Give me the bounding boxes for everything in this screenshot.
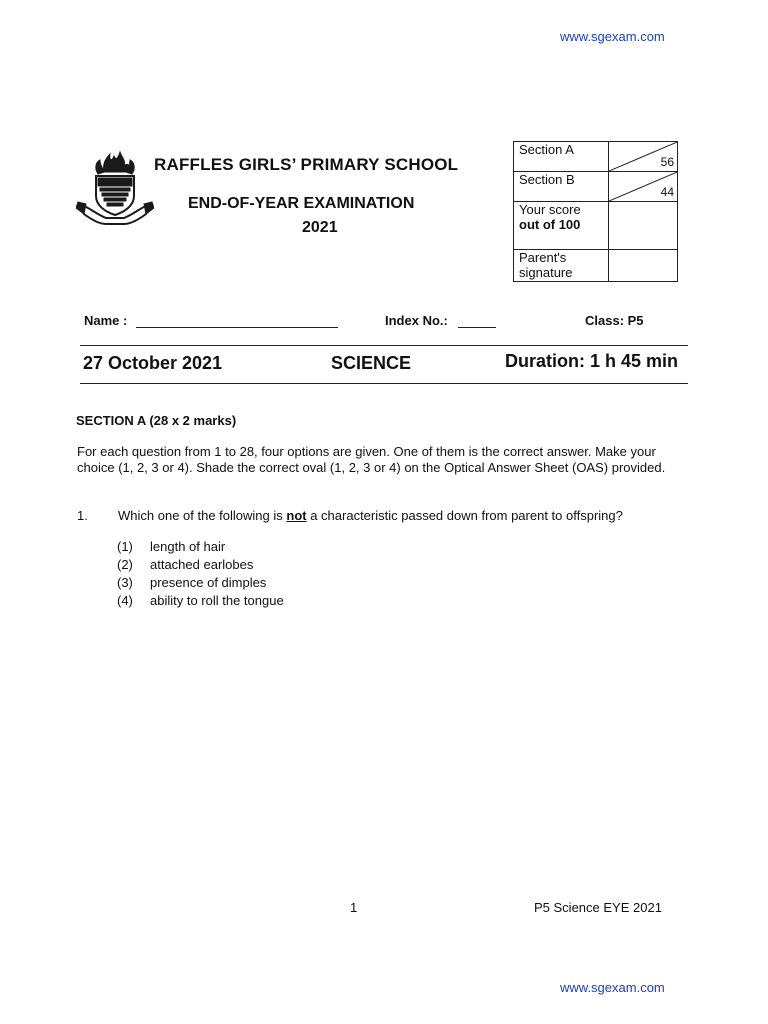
index-label: Index No.: <box>385 313 448 328</box>
total-score-cell <box>608 202 677 250</box>
score-row-section-b <box>514 172 678 202</box>
page-number: 1 <box>350 900 358 915</box>
question-text-after: a characteristic passed down from parent to offspring? <box>306 508 623 523</box>
section-a-label: Section A <box>514 142 609 172</box>
watermark-bottom: www.sgexam.com <box>560 980 665 995</box>
option-2-text: attached earlobes <box>150 557 254 572</box>
option-1-number: (1) <box>117 539 133 554</box>
section-heading: SECTION A (28 x 2 marks) <box>76 413 237 428</box>
option-4-number: (4) <box>117 593 133 608</box>
class-label: Class: P5 <box>585 313 644 328</box>
option-1-text: length of hair <box>150 539 226 554</box>
parent-signature-label-line2: signature <box>519 265 573 280</box>
parent-signature-cell <box>608 250 677 282</box>
exam-year: 2021 <box>302 219 338 236</box>
exam-subject: SCIENCE <box>331 353 412 373</box>
question-number: 1. <box>77 508 88 523</box>
section-a-score-cell <box>608 142 677 172</box>
question-text-before: Which one of the following is <box>118 508 287 523</box>
section-b-max: 44 <box>660 185 674 199</box>
option-2 <box>117 557 253 572</box>
total-score-label-line1: Your score <box>519 202 581 217</box>
question-emphasis: not <box>286 508 307 523</box>
name-field[interactable] <box>136 327 338 328</box>
score-table <box>513 141 678 282</box>
name-label: Name : <box>84 313 128 328</box>
option-3-number: (3) <box>117 575 133 590</box>
watermark-top: www.sgexam.com <box>560 29 665 44</box>
section-b-label: Section B <box>514 172 609 202</box>
school-crest-icon <box>76 148 154 230</box>
exam-title: END-OF-YEAR EXAMINATION <box>188 195 415 212</box>
exam-date: 27 October 2021 <box>83 353 223 373</box>
divider-bottom <box>80 383 688 384</box>
parent-signature-label-line1: Parent's <box>519 250 567 265</box>
option-4-text: ability to roll the tongue <box>150 593 284 608</box>
question-text <box>118 508 623 523</box>
total-score-label <box>514 202 609 250</box>
parent-signature-label <box>514 250 609 282</box>
document-label: P5 Science EYE 2021 <box>534 900 662 915</box>
section-a-max: 56 <box>660 155 674 169</box>
school-name: RAFFLES GIRLS’ PRIMARY SCHOOL <box>154 155 459 174</box>
section-b-score-cell <box>608 172 677 202</box>
score-row-section-a <box>514 142 678 172</box>
option-4 <box>117 593 284 608</box>
total-score-label-line2: out of 100 <box>519 217 581 232</box>
option-2-number: (2) <box>117 557 133 572</box>
index-field[interactable] <box>458 327 496 328</box>
option-3-text: presence of dimples <box>150 575 267 590</box>
score-row-signature <box>514 250 678 282</box>
option-1 <box>117 539 225 554</box>
exam-duration: Duration: 1 h 45 min <box>505 351 679 371</box>
section-instructions: For each question from 1 to 28, four options are given. One of them is the correct answer. Make your choice (1, 2, 3 or 4). Shade the correct oval (1, 2, 3 or 4) on the Optical Answer Sheet (OAS) provided. <box>77 444 666 475</box>
divider-top <box>80 345 688 346</box>
score-row-total <box>514 202 678 250</box>
option-3 <box>117 575 266 590</box>
